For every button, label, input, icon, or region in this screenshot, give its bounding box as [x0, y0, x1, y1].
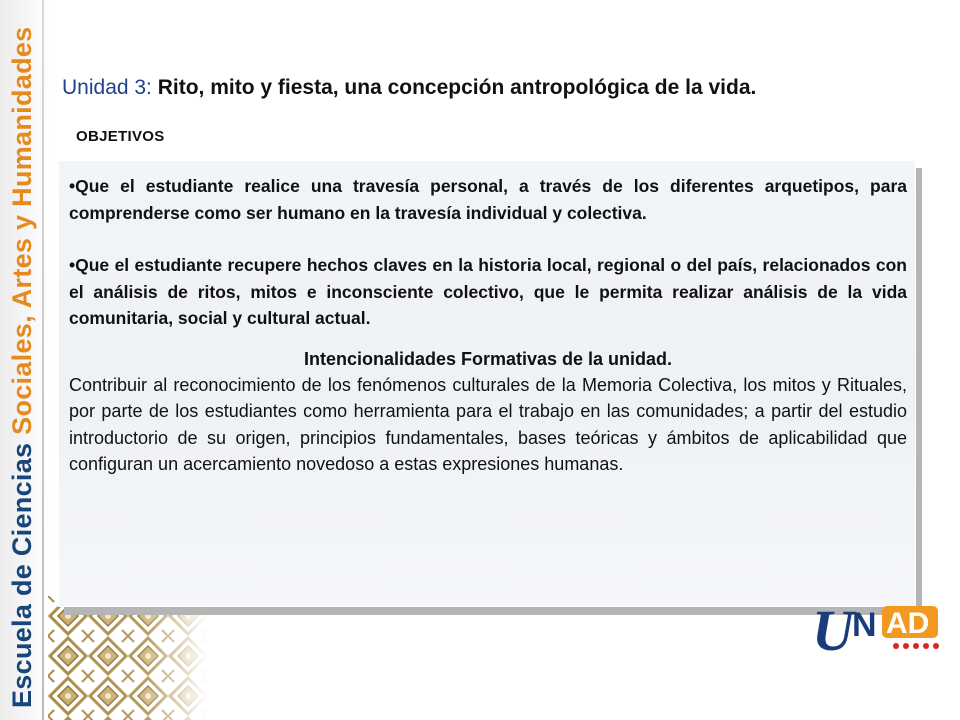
logo-letter-n: N [852, 606, 877, 644]
sidebar-divider [42, 0, 44, 720]
school-name-vertical [4, 26, 40, 708]
unit-label: Unidad 3: [62, 76, 152, 99]
objective-2: •Que el estudiante recupere hechos claves en la historia local, regional o del país, relacionados con el análisis de ritos, mitos e inconsciente colectivo, que le permita realizar análisis de la vida comunitaria, social y cultural actual. [69, 255, 907, 328]
objective-1: •Que el estudiante realice una travesía personal, a través de los diferentes arquetipos, para comprenderse como ser humano en la travesía individual y colectiva. [69, 176, 907, 223]
section-heading: OBJETIVOS [76, 128, 165, 145]
logo-letters-ad: AD [886, 607, 930, 640]
intentionalities-title: Intencionalidades Formativas de la unidad. [303, 348, 673, 369]
school-name-part1: Escuela de Ciencias [7, 434, 37, 708]
unad-logo [812, 600, 946, 660]
logo-letter-u: U [812, 600, 854, 660]
school-name-part2: Sociales, Artes y Humanidades [7, 26, 37, 435]
logo-dots [893, 643, 939, 649]
unit-title: Rito, mito y fiesta, una concepción antropológica de la vida. [151, 76, 757, 99]
intentionalities-text: Contribuir al reconocimiento de los fenómenos culturales de la Memoria Colectiva, los mitos y Rituales, por parte de los estudiantes como herramienta para el trabajo en las comunidades; a partir del estudio introductorio de su origen, principios fundamentales, bases teóricas y ámbitos de aplicabilidad que configuran un acercamiento novedoso a estas expresiones humanas. [69, 374, 907, 474]
page-title [62, 74, 756, 102]
content-box [58, 160, 916, 607]
